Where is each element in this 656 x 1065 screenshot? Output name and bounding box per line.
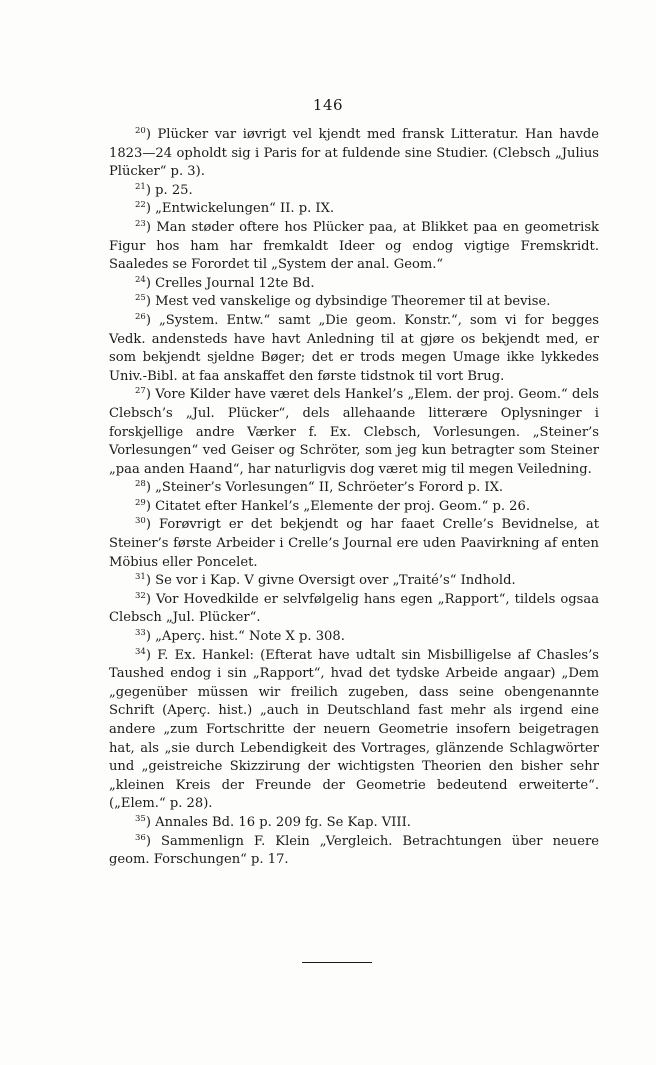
footnote: $^{22}$) „Entwickelungen“ II. p. IX. [135, 200, 335, 217]
footnote-marker: 27 [135, 386, 146, 397]
footnote: $^{25}$) Mest ved vanskelige og dybsindige Theoremer til at bevise. [135, 293, 551, 310]
page-number: 146 [312, 96, 344, 114]
footnote: $^{23}$) Man støder oftere hos Plücker paa, at Blikket paa en geometrisk Figur hos ham har fremkaldt Ideer og endog vigtige Fremskridt. Saaledes se Forordet til „System der anal. Geom.“ [109, 218, 599, 273]
closing-rule [302, 962, 372, 963]
footnote-marker: 26 [135, 311, 146, 322]
footnote-text: Plücker var iøvrigt vel kjendt med fransk Litteratur. Han havde 1823—24 opholdt sig i Paris for at fuldende sine Studier. (Clebsch „Julius Plücker“ p. 3). [109, 127, 599, 180]
footnote: $^{34}$) F. Ex. Hankel: (Efterat have udtalt sin Misbilligelse af Chasles’s Taushed endog i sin „Rapport“, hvad det tydske Arbeide angaar) „Dem „gegenüber müssen wir freilich zugeben, dass seine obengenannte Schrift (Aperç. hist.) „auch in Deutschland fast mehr als irgend eine andere „zum Fortschritte der neuern Geometrie insofern beigetragen hat, als „sie durch Lebendigkeit des Vortrages, glänzende Schlagwörter und „geistreiche Skizzirung der wichtigsten Theorien den bisher sehr „kleinen Kreis der Freunde der Geometrie bedeutend erweiterte“. („Elem.“ p. 28). [109, 646, 599, 812]
footnote-marker: 34 [135, 646, 146, 657]
footnote-marker: 35 [135, 813, 146, 824]
footnote-marker: 25 [135, 293, 146, 304]
footnote: $^{21}$) p. 25. [135, 181, 193, 198]
footnote-marker: 24 [135, 274, 146, 285]
footnotes [109, 126, 599, 870]
footnote-marker: 28 [135, 479, 146, 490]
footnote-text: Vor Hovedkilde er selvfølgelig hans egen „Rapport“, tildels ogsaa Clebsch „Jul. Plücker“. [109, 591, 599, 626]
footnote-text: Annales Bd. 16 p. 209 fg. Se Kap. VIII. [155, 814, 411, 830]
footnote-marker: 31 [135, 572, 146, 583]
footnote-text: Man støder oftere hos Plücker paa, at Blikket paa en geometrisk Figur hos ham har fremkaldt Ideer og endog vigtige Fremskridt. Saaledes se Forordet til „System der anal. Geom.“ [109, 219, 599, 273]
footnote: $^{33}$) „Aperç. hist.“ Note X p. 308. [135, 628, 345, 645]
footnote: $^{24}$) Crelles Journal 12te Bd. [135, 274, 315, 291]
footnote: $^{26}$) „System. Entw.“ samt „Die geom. Konstr.“, som vi for begges Vedk. andensteds have havt Anledning til at gjøre os bekjendt med, er som bekjendt sjeldne Bøger; det er trods megen Umage ikke lykkedes Univ.-Bibl. at faa anskaffet den første tidstnok til vort Brug. [109, 311, 599, 384]
footnote: $^{31}$) Se vor i Kap. V givne Oversigt over „Traité’s“ Indhold. [135, 572, 516, 589]
footnote: $^{36}$) Sammenlign F. Klein „Vergleich. Betrachtungen über neuere geom. Forschungen“ p. 17. [109, 832, 599, 868]
footnote-marker: 30 [135, 516, 146, 527]
footnote-marker: 22 [135, 200, 146, 211]
footnote-text: Vore Kilder have været dels Hankel’s „Elem. der proj. Geom.“ dels Clebsch’s „Jul. Plücker“, dels allehaande litterære Oplysninger i forskjellige andre Værker f. Ex. Clebsch, Vorlesungen. „Steiner’s Vorlesungen“ ved Geiser og Schröter, som jeg kun betragter som Steiner „paa anden Haand“, har naturligvis dog været mig til megen Veiledning. [109, 387, 599, 477]
footnote-text: Se vor i Kap. V givne Oversigt over „Traité’s“ Indhold. [155, 573, 516, 589]
footnote-text: F. Ex. Hankel: (Efterat have udtalt sin Misbilligelse af Chasles’s Taushed endog i sin „Rapport“, hvad det tydske Arbeide angaar) „Dem „gegenüber müssen wir freilich zugeben, dass seine obengenannte Schrift (Aperç. hist.) „auch in Deutschland fast mehr als irgend eine andere „zum Fortschritte der neuern Geometrie insofern beigetragen hat, als „sie durch Lebendigkeit des Vortrages, glänzende Schlagwörter und „geistreiche Skizzirung der wichtigsten Theorien den bisher sehr „kleinen Kreis der Freunde der Geometrie bedeutend erweiterte“. („Elem.“ p. 28). [109, 647, 599, 812]
footnote-text: „System. Entw.“ samt „Die geom. Konstr.“, som vi for begges Vedk. andensteds have havt Anledning til at gjøre os bekjendt med, er som bekjendt sjeldne Bøger; det er trods megen Umage ikke lykkedes Univ.-Bibl. at faa anskaffet den første tidstnok til vort Brug. [109, 312, 599, 384]
footnote-text: p. 25. [155, 182, 193, 198]
footnote-text: „Entwickelungen“ II. p. IX. [155, 201, 335, 217]
footnote-marker: 20 [135, 126, 146, 136]
footnote-marker: 32 [135, 590, 146, 601]
footnote-text: Mest ved vanskelige og dybsindige Theoremer til at bevise. [155, 294, 551, 310]
footnote-marker: 21 [135, 181, 146, 192]
footnote: $^{32}$) Vor Hovedkilde er selvfølgelig hans egen „Rapport“, tildels ogsaa Clebsch „Jul. Plücker“. [109, 590, 599, 626]
footnote-text: Citatet efter Hankel’s „Elemente der proj. Geom.“ p. 26. [155, 498, 530, 514]
footnote-text: „Steiner’s Vorlesungen“ II, Schröeter’s Forord p. IX. [155, 480, 504, 496]
footnote-text: Sammenlign F. Klein „Vergleich. Betrachtungen über neuere geom. Forschungen“ p. 17. [109, 833, 599, 868]
footnote-marker: 33 [135, 628, 146, 639]
footnote-marker: 29 [135, 497, 146, 508]
footnote: $^{30}$) Forøvrigt er det bekjendt og har faaet Crelle’s Bevidnelse, at Steiner’s første Arbeider i Crelle’s Journal ere uden Paavirkning af enten Möbius eller Poncelet. [109, 516, 599, 570]
footnote: $^{29}$) Citatet efter Hankel’s „Elemente der proj. Geom.“ p. 26. [135, 497, 530, 514]
footnote: $^{27}$) Vore Kilder have været dels Hankel’s „Elem. der proj. Geom.“ dels Clebsch’s „Jul. Plücker“, dels allehaande litterære Oplysninger i forskjellige andre Værker f. Ex. Clebsch, Vorlesungen. „Steiner’s Vorlesungen“ ved Geiser og Schröter, som jeg kun betragter som Steiner „paa anden Haand“, har naturligvis dog været mig til megen Veiledning. [109, 386, 599, 477]
footnote: $^{28}$) „Steiner’s Vorlesungen“ II, Schröeter’s Forord p. IX. [135, 479, 504, 496]
footnote: $^{20}$) Plücker var iøvrigt vel kjendt med fransk Litteratur. Han havde 1823—24 opholdt sig i Paris for at fuldende sine Studier. (Clebsch „Julius Plücker“ p. 3). [109, 126, 599, 180]
footnote-text: „Aperç. hist.“ Note X p. 308. [155, 629, 345, 645]
footnote-text: Forøvrigt er det bekjendt og har faaet Crelle’s Bevidnelse, at Steiner’s første Arbeider i Crelle’s Journal ere uden Paavirkning af enten Möbius eller Poncelet. [109, 517, 599, 570]
footnote-text: Crelles Journal 12te Bd. [155, 275, 315, 291]
footnote-marker: 36 [135, 832, 146, 843]
footnote-marker: 23 [135, 218, 146, 229]
footnote: $^{35}$) Annales Bd. 16 p. 209 fg. Se Kap. VIII. [135, 813, 411, 830]
